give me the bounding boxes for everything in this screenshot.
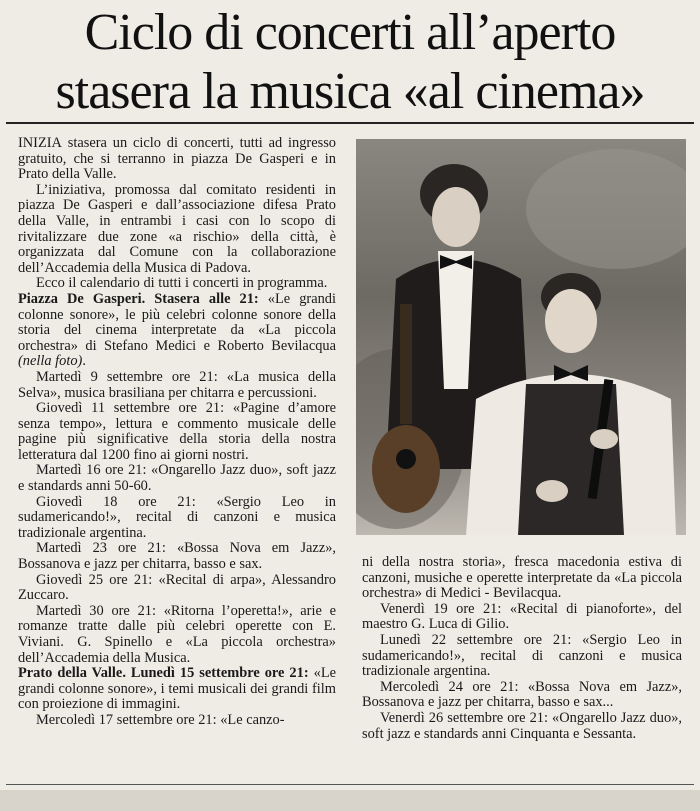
lead-word: INIZIA — [18, 135, 62, 151]
event-listing: Giovedì 18 ore 21: «Sergio Leo in sudamericando!», recital di canzoni e musica tradizionale argentina. — [18, 493, 336, 541]
event-listing: Prato della Valle. Lunedì 15 settembre ore 21: «Le grandi colonne sonore», i temi musicali dei grandi film con proiezione di immagini. — [18, 665, 336, 713]
musicians-photo — [356, 139, 686, 535]
photo-reference: (nella foto) — [18, 353, 83, 370]
event-listing: Martedì 16 ore 21: «Ongarello Jazz duo», soft jazz e standards anni 50-60. — [18, 462, 336, 495]
headline-rule — [6, 122, 694, 124]
event-listing: Piazza De Gasperi. Stasera alle 21: «Le grandi colonne sonore», le più celebri colonne sonore della storia del cinema interpretate da «La piccola orchestra» di Stefano Medici e Roberto Bevilacqua (nella foto). — [18, 290, 336, 370]
intro-paragraph: INIZIA stasera un ciclo di concerti, tutti ad ingresso gratuito, che si terranno in piazza De Gasperi e in Prato della Valle. — [18, 135, 336, 183]
paragraph: L’iniziativa, promossa dal comitato residenti in piazza De Gasperi e dall’associazione difesa Prato della Valle, in entrambi i casi con lo scopo di rivitalizzare due zone «a rischio» della città, è organizzata dal Comune con la collaborazione dell’Accademia della Musica di Padova. — [18, 181, 336, 276]
headline-line-1: Ciclo di concerti all’aperto — [84, 4, 616, 61]
paragraph: Ecco il calendario di tutti i concerti in programma. — [36, 275, 328, 292]
event-listing: Mercoledì 24 ore 21: «Bossa Nova em Jazz», Bossanova e jazz per chitarra, basso e sax... — [362, 678, 682, 711]
event-listing: Giovedì 11 settembre ore 21: «Pagine d’amore senza tempo», lettura e commento musicale delle pagine più significative della storia della nostra letteratura dal 1200 fino ai giorni nostri. — [18, 400, 336, 463]
section-heading: Prato della Valle. Lunedì 15 settembre ore 21: — [18, 665, 309, 682]
musicians-illustration — [356, 139, 686, 535]
event-listing: Venerdì 19 ore 21: «Recital di pianoforte», del maestro G. Luca di Gilio. — [362, 600, 682, 633]
headline-line-2: stasera la musica «al cinema» — [55, 63, 645, 120]
event-listing: Lunedì 22 settembre ore 21: «Sergio Leo in sudamericando!», recital di canzoni e musica tradizionale argentina. — [362, 631, 682, 680]
event-listing: Mercoledì 17 settembre ore 21: «Le canzo- — [36, 711, 285, 728]
right-column — [362, 555, 682, 742]
event-listing: ni della nostra storia», fresca macedonia estiva di canzoni, musiche e operette interpretate da «La piccola orchestra» di Medici - Bevilacqua. — [362, 554, 682, 602]
event-listing: Giovedì 25 ore 21: «Recital di arpa», Alessandro Zuccaro. — [18, 571, 336, 604]
section-heading: Piazza De Gasperi. Stasera alle 21: — [18, 290, 259, 307]
event-listing: Martedì 9 settembre ore 21: «La musica della Selva», musica brasiliana per chitarra e percussioni. — [18, 368, 336, 401]
bottom-rule — [6, 784, 694, 785]
event-listing: Martedì 30 ore 21: «Ritorna l’operetta!», arie e romanze tratte dalle più celebri operette con E. Viviani. G. Spinello e «La piccola orchestra» dell’Accademia della Musica. — [18, 602, 336, 666]
page-edge — [0, 790, 700, 811]
left-column — [18, 136, 336, 729]
event-listing: Martedì 23 ore 21: «Bossa Nova em Jazz», Bossanova e jazz per chitarra, basso e sax. — [18, 540, 336, 573]
event-listing: Venerdì 26 settembre ore 21: «Ongarello Jazz duo», soft jazz e standards anni Cinquanta e Sessanta. — [362, 709, 682, 742]
